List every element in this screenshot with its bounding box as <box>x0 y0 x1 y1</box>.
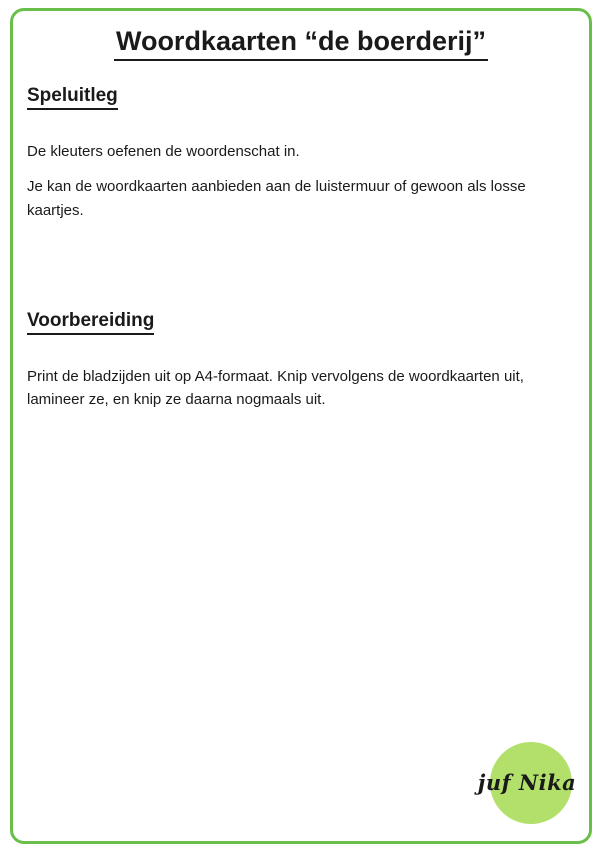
page-title-text: Woordkaarten “de boerderij” <box>114 26 488 61</box>
page-content <box>27 26 575 411</box>
logo-label: juf Nika <box>477 770 577 795</box>
paragraph-voorbereiding-1: Print de bladzijden uit op A4-formaat. Knip vervolgens de woordkaarten uit, lamineer ze, en knip ze daarna nogmaals uit. <box>27 367 524 408</box>
paragraph-speluitleg-2: Je kan de woordkaarten aanbieden aan de luistermuur of gewoon als losse kaartjes. <box>27 178 526 219</box>
page-title <box>27 26 575 61</box>
section-voorbereiding <box>27 310 575 412</box>
section-heading-speluitleg: Speluitleg <box>27 85 118 110</box>
section-heading-voorbereiding: Voorbereiding <box>27 310 154 335</box>
paragraph-speluitleg-1: De kleuters oefenen de woordenschat in. <box>27 143 300 160</box>
section-speluitleg <box>27 85 575 222</box>
